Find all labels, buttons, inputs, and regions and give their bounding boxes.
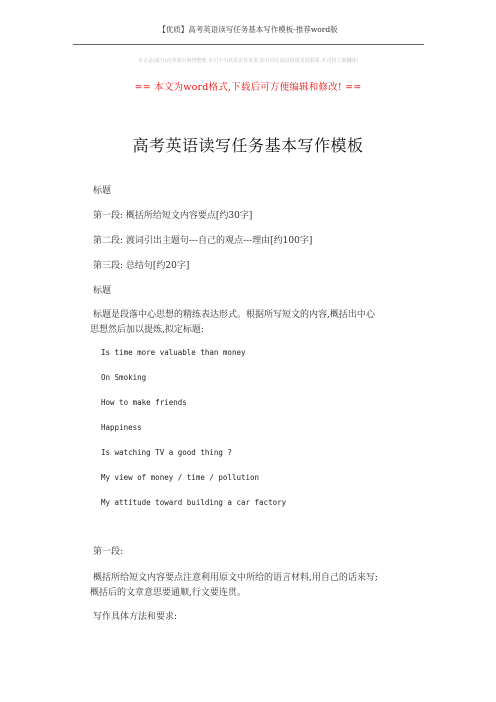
requirements-heading: 写作具体方法和要求: [93, 612, 178, 622]
header-divider [73, 44, 424, 45]
example-title-5: Is watching TV a good thing ? [101, 448, 232, 457]
word-format-notice: == 本文为word格式,下载后可方便编辑和修改! == [134, 82, 362, 93]
outline-item-paragraph-2: 第二段: 渡词引出主题句---自己的观点---理由[约100字] [93, 236, 313, 246]
example-title-6: My view of money / time / pollution [101, 473, 260, 482]
paragraph-1-heading: 第一段: [93, 547, 124, 557]
title-explanation-line-2: 思想然后加以提炼,拟定标题: [90, 325, 204, 335]
outline-item-paragraph-3: 第三段: 总结句[约20字] [93, 261, 190, 271]
example-title-1: Is time more valuable than money [101, 348, 246, 357]
title-explanation-line-1: 标题是段落中心思想的精练表达形式。根据所写短文的内容,概括出中心 [93, 310, 375, 320]
example-title-4: Happiness [101, 423, 142, 432]
paragraph-1-line-1: 概括所给短文内容要点注意利用原文中所给的语言材料,用自己的话来写; [93, 573, 378, 583]
outline-item-title: 标题 [93, 186, 112, 196]
disclaimer-text: 本文是(部分)内容来自网络整理,本司不为其真实性负责,如有异议或侵权请及时联系,本司将立即删除! [137, 58, 359, 64]
example-title-2: On Smoking [101, 373, 147, 382]
document-title: 高考英语读写任务基本写作模板 [132, 136, 364, 155]
outline-item-paragraph-1: 第一段: 概括所给短文内容要点[约30字] [93, 211, 253, 221]
example-title-7: My attitude toward building a car factory [101, 498, 287, 507]
section-heading-title: 标题 [93, 286, 112, 296]
example-title-3: How to make friends [101, 398, 187, 407]
header-title: 【优质】高考英语读写任务基本写作模板-推荐word版 [158, 25, 338, 34]
paragraph-1-line-2: 概括后的文章意思要通顺,行文要连贯。 [90, 588, 246, 598]
